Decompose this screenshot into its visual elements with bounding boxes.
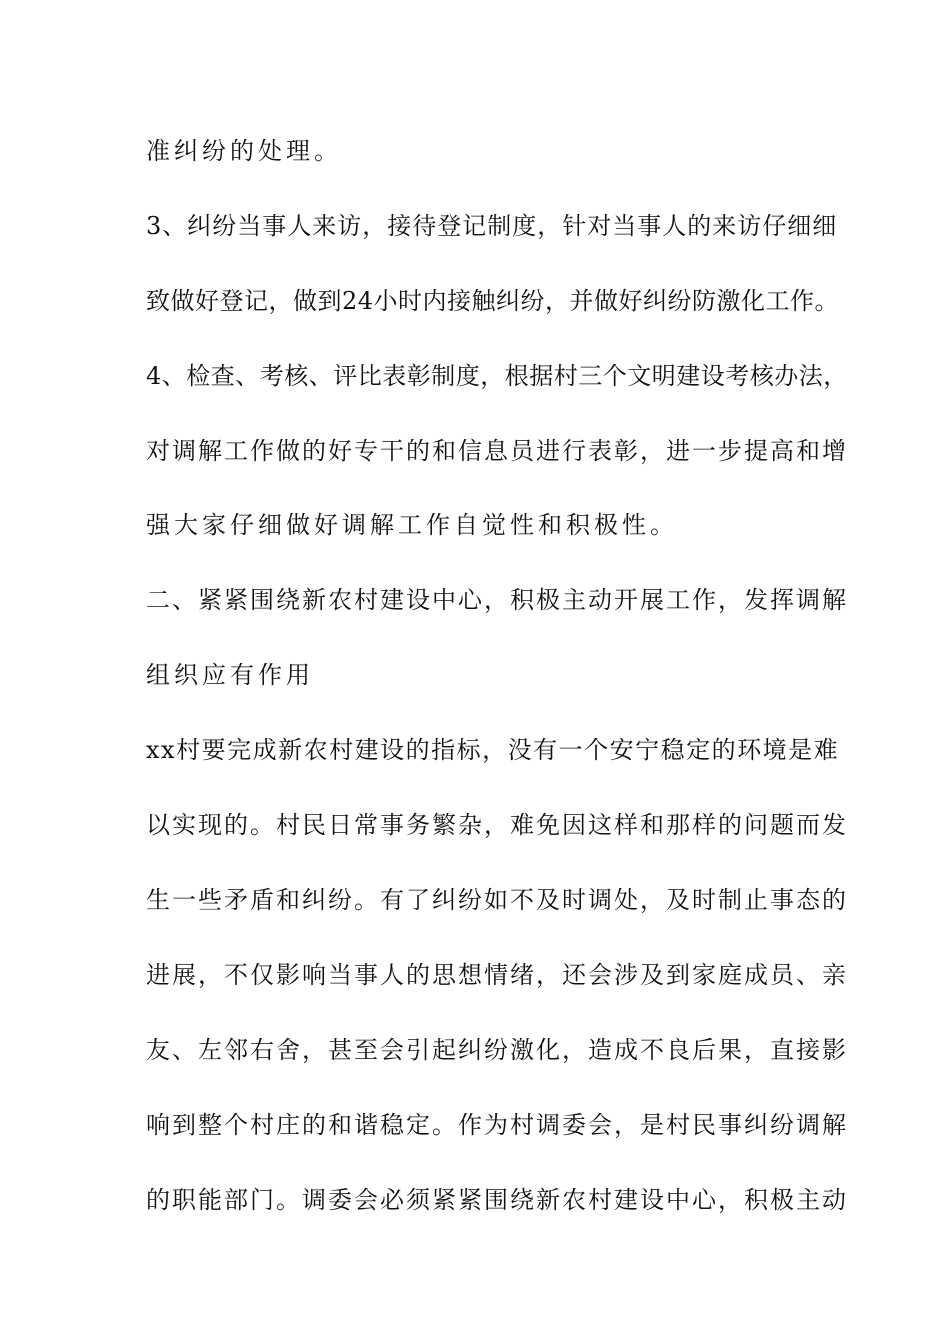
section-heading-line-1: 二、紧紧围绕新农村建设中心，积极主动开展工作，发挥调解 <box>146 586 848 614</box>
text-line-12: 进展，不仅影响当事人的思想情绪，还会涉及到家庭成员、亲 <box>146 961 848 989</box>
text-line-3: 致做好登记，做到24小时内接触纠纷，并做好纠纷防激化工作。 <box>146 287 840 315</box>
text-line-11: 生一些矛盾和纠纷。有了纠纷如不及时调处，及时制止事态的 <box>146 886 848 914</box>
text-line-4: 4、检查、考核、评比表彰制度，根据村三个文明建设考核办法， <box>146 362 848 390</box>
text-line-10: 以实现的。村民日常事务繁杂，难免因这样和那样的问题而发 <box>146 811 848 839</box>
text-line-6: 强大家仔细做好调解工作自觉性和积极性。 <box>146 511 678 539</box>
text-line-1: 准纠纷的处理。 <box>146 137 342 165</box>
text-line-2: 3、纠纷当事人来访，接待登记制度，针对当事人的来访仔细细 <box>146 212 838 240</box>
text-line-9: xx村要完成新农村建设的指标，没有一个安宁稳定的环境是难 <box>146 736 840 764</box>
text-line-13: 友、左邻右舍，甚至会引起纠纷激化，造成不良后果，直接影 <box>146 1036 848 1064</box>
section-heading-line-2: 组织应有作用 <box>146 661 314 689</box>
text-line-15: 的职能部门。调委会必须紧紧围绕新农村建设中心，积极主动 <box>146 1186 848 1214</box>
text-line-5: 对调解工作做的好专干的和信息员进行表彰，进一步提高和增 <box>146 437 848 465</box>
text-line-14: 响到整个村庄的和谐稳定。作为村调委会，是村民事纠纷调解 <box>146 1111 848 1139</box>
